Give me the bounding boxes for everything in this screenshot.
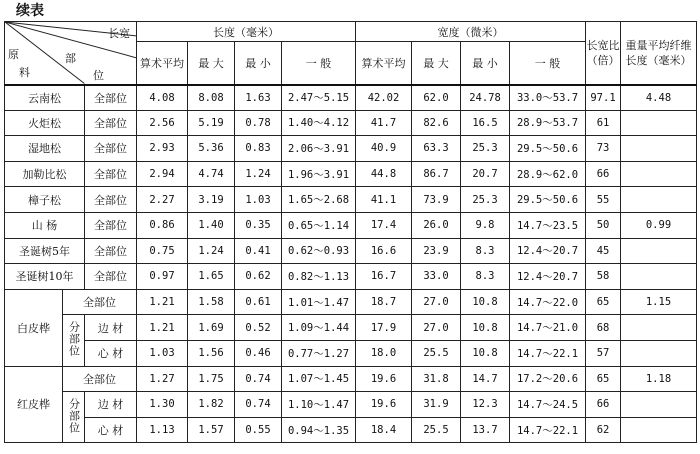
table-body: [5, 85, 697, 443]
table-cell: 1.63: [235, 85, 282, 111]
table-cell: 20.7: [461, 161, 510, 187]
table-cell: [621, 187, 697, 213]
table-cell: 2.93: [137, 136, 188, 162]
part-cell: 全部位: [85, 110, 137, 136]
table-cell: 18.7: [356, 289, 412, 315]
table-cell: 63.3: [412, 136, 461, 162]
table-row: [5, 212, 697, 238]
table-cell: 58: [586, 264, 621, 290]
table-cell: 10.8: [461, 289, 510, 315]
table-cell: 14.7～22.0: [510, 289, 586, 315]
table-cell: 1.13: [137, 417, 188, 443]
table-cell: 62.0: [412, 85, 461, 111]
table-row: [5, 161, 697, 187]
table-cell: 97.1: [586, 85, 621, 111]
table-cell: 31.8: [412, 366, 461, 392]
table-cell: 1.09～1.44: [282, 315, 356, 341]
part-cell: 心 材: [85, 340, 137, 366]
table-cell: [621, 315, 697, 341]
table-cell: 0.61: [235, 289, 282, 315]
table-cell: 16.7: [356, 264, 412, 290]
table-cell: 68: [586, 315, 621, 341]
col-width-mean: 算术平均: [356, 42, 412, 85]
col-length-mean: 算术平均: [137, 42, 188, 85]
table-cell: 2.27: [137, 187, 188, 213]
sub-part-label: [63, 315, 85, 366]
table-cell: 0.74: [235, 366, 282, 392]
table-cell: 10.8: [461, 340, 510, 366]
table-cell: 41.7: [356, 110, 412, 136]
table-cell: 8.08: [188, 85, 235, 111]
table-cell: 4.48: [621, 85, 697, 111]
ratio-header: 长宽比（倍）: [586, 22, 621, 85]
part-cell: 全部位: [85, 136, 137, 162]
table-row: [5, 264, 697, 290]
part-cell: 边 材: [85, 315, 137, 341]
table-cell: [621, 340, 697, 366]
table-cell: 73: [586, 136, 621, 162]
table-cell: 4.74: [188, 161, 235, 187]
table-cell: 27.0: [412, 315, 461, 341]
table-cell: [621, 392, 697, 418]
table-cell: 16.5: [461, 110, 510, 136]
table-row: [5, 187, 697, 213]
table-cell: 44.8: [356, 161, 412, 187]
table-cell: 1.21: [137, 289, 188, 315]
width-group-header: 宽度（微米）: [356, 22, 586, 42]
part-cell: 全部位: [63, 289, 137, 315]
material-cell: 云南松: [5, 85, 85, 111]
table-cell: 2.56: [137, 110, 188, 136]
table-cell: 3.19: [188, 187, 235, 213]
table-cell: 33.0: [412, 264, 461, 290]
material-cell: 湿地松: [5, 136, 85, 162]
col-width-min: 最 小: [461, 42, 510, 85]
table-cell: 8.3: [461, 238, 510, 264]
table-cell: 0.62: [235, 264, 282, 290]
table-cell: 62: [586, 417, 621, 443]
table-cell: 65: [586, 289, 621, 315]
table-cell: 40.9: [356, 136, 412, 162]
table-cell: 1.24: [235, 161, 282, 187]
table-cell: 2.47～5.15: [282, 85, 356, 111]
table-cell: 1.30: [137, 392, 188, 418]
part-cell: 全部位: [85, 187, 137, 213]
sub-part-text: 分部位: [67, 397, 81, 434]
table-cell: 1.65: [188, 264, 235, 290]
table-cell: 1.56: [188, 340, 235, 366]
table-row: [5, 366, 697, 392]
table-cell: 0.78: [235, 110, 282, 136]
table-cell: 17.4: [356, 212, 412, 238]
table-row: [5, 340, 697, 366]
page-title: 续表: [16, 3, 44, 19]
table-cell: 73.9: [412, 187, 461, 213]
sub-part-text: 分部位: [67, 320, 81, 357]
material-cell: 红皮桦: [5, 366, 63, 443]
table-cell: 29.5～50.6: [510, 136, 586, 162]
table-cell: 13.7: [461, 417, 510, 443]
table-cell: 25.3: [461, 136, 510, 162]
table-cell: 1.03: [137, 340, 188, 366]
table-cell: 24.78: [461, 85, 510, 111]
table-cell: 25.5: [412, 340, 461, 366]
table-cell: 25.3: [461, 187, 510, 213]
table-cell: 0.62～0.93: [282, 238, 356, 264]
stub-label-length-width: 长宽: [108, 27, 131, 40]
material-cell: 加勒比松: [5, 161, 85, 187]
table-cell: 45: [586, 238, 621, 264]
table-cell: 66: [586, 392, 621, 418]
table-cell: 65: [586, 366, 621, 392]
length-group-header: 长度（毫米）: [137, 22, 356, 42]
table-cell: 12.4～20.7: [510, 238, 586, 264]
table-cell: 16.6: [356, 238, 412, 264]
table-row: [5, 238, 697, 264]
table-cell: 1.65～2.68: [282, 187, 356, 213]
table-cell: 26.0: [412, 212, 461, 238]
table-cell: 10.8: [461, 315, 510, 341]
table-cell: 0.52: [235, 315, 282, 341]
material-cell: 圣诞树10年: [5, 264, 85, 290]
table-cell: 1.07～1.45: [282, 366, 356, 392]
table-cell: 31.9: [412, 392, 461, 418]
part-cell: 全部位: [63, 366, 137, 392]
table-row: [5, 392, 697, 418]
table-cell: 0.46: [235, 340, 282, 366]
table-row: [5, 110, 697, 136]
table-cell: 27.0: [412, 289, 461, 315]
table-cell: 2.06～3.91: [282, 136, 356, 162]
table-cell: 1.82: [188, 392, 235, 418]
table-cell: [621, 264, 697, 290]
part-cell: 全部位: [85, 264, 137, 290]
table-cell: 14.7～22.1: [510, 417, 586, 443]
table-cell: [621, 110, 697, 136]
table-cell: 18.0: [356, 340, 412, 366]
table-cell: 1.10～1.47: [282, 392, 356, 418]
table-cell: 14.7～23.5: [510, 212, 586, 238]
table-row: [5, 85, 697, 111]
table-cell: 0.75: [137, 238, 188, 264]
table-cell: 2.94: [137, 161, 188, 187]
stub-label-position: 位: [93, 69, 104, 82]
table-cell: 1.75: [188, 366, 235, 392]
table-cell: 14.7～21.0: [510, 315, 586, 341]
table-row: [5, 315, 697, 341]
table-cell: 42.02: [356, 85, 412, 111]
table-cell: 33.0～53.7: [510, 85, 586, 111]
table-cell: 12.4～20.7: [510, 264, 586, 290]
table-cell: 0.97: [137, 264, 188, 290]
part-cell: 全部位: [85, 238, 137, 264]
table-cell: 0.35: [235, 212, 282, 238]
table-cell: 0.65～1.14: [282, 212, 356, 238]
material-cell: 白皮桦: [5, 289, 63, 366]
col-width-max: 最 大: [412, 42, 461, 85]
table-cell: 1.57: [188, 417, 235, 443]
table-cell: 50: [586, 212, 621, 238]
stub-label-raw: 原: [8, 48, 19, 61]
table-cell: [621, 238, 697, 264]
table-stub-header: [5, 22, 137, 85]
material-cell: 火炬松: [5, 110, 85, 136]
table-cell: 0.55: [235, 417, 282, 443]
table-cell: 5.36: [188, 136, 235, 162]
table-cell: 0.82～1.13: [282, 264, 356, 290]
table-cell: 1.18: [621, 366, 697, 392]
table-cell: 1.58: [188, 289, 235, 315]
table-cell: 1.15: [621, 289, 697, 315]
table-cell: 5.19: [188, 110, 235, 136]
material-cell: 圣诞树5年: [5, 238, 85, 264]
table-cell: 12.3: [461, 392, 510, 418]
col-length-general: 一 般: [282, 42, 356, 85]
table-cell: 82.6: [412, 110, 461, 136]
table-cell: 14.7～22.1: [510, 340, 586, 366]
fiber-dimension-table: [4, 21, 697, 443]
table-cell: 1.40～4.12: [282, 110, 356, 136]
stub-label-material: 料: [19, 66, 30, 79]
table-cell: 41.1: [356, 187, 412, 213]
table-cell: 1.03: [235, 187, 282, 213]
table-cell: 0.41: [235, 238, 282, 264]
table-cell: 66: [586, 161, 621, 187]
stub-label-part: 部: [65, 52, 76, 65]
table-cell: 23.9: [412, 238, 461, 264]
table-cell: 1.40: [188, 212, 235, 238]
table-cell: 25.5: [412, 417, 461, 443]
table-cell: [621, 161, 697, 187]
table-row: [5, 289, 697, 315]
table-cell: 1.01～1.47: [282, 289, 356, 315]
part-cell: 全部位: [85, 212, 137, 238]
table-cell: 1.21: [137, 315, 188, 341]
table-cell: 17.9: [356, 315, 412, 341]
part-cell: 全部位: [85, 161, 137, 187]
col-length-max: 最 大: [188, 42, 235, 85]
table-cell: 14.7: [461, 366, 510, 392]
table-cell: 57: [586, 340, 621, 366]
table-cell: 0.94～1.35: [282, 417, 356, 443]
table-cell: 8.3: [461, 264, 510, 290]
table-cell: 19.6: [356, 392, 412, 418]
table-cell: 0.99: [621, 212, 697, 238]
table-cell: 1.27: [137, 366, 188, 392]
table-cell: 1.69: [188, 315, 235, 341]
col-width-general: 一 般: [510, 42, 586, 85]
table-cell: 0.83: [235, 136, 282, 162]
table-cell: [621, 136, 697, 162]
col-length-min: 最 小: [235, 42, 282, 85]
table-cell: 19.6: [356, 366, 412, 392]
table-row: [5, 417, 697, 443]
table-cell: 55: [586, 187, 621, 213]
table-cell: 14.7～24.5: [510, 392, 586, 418]
table-cell: 1.24: [188, 238, 235, 264]
part-cell: 边 材: [85, 392, 137, 418]
sub-part-label: [63, 392, 85, 443]
table-cell: 9.8: [461, 212, 510, 238]
table-cell: 4.08: [137, 85, 188, 111]
table-cell: 17.2～20.6: [510, 366, 586, 392]
table-row: [5, 136, 697, 162]
weighted-length-header: 重量平均纤维长度（毫米）: [621, 22, 697, 85]
table-cell: 29.5～50.6: [510, 187, 586, 213]
table-cell: 61: [586, 110, 621, 136]
part-cell: 心 材: [85, 417, 137, 443]
material-cell: 山 杨: [5, 212, 85, 238]
table-cell: 0.74: [235, 392, 282, 418]
table-cell: 86.7: [412, 161, 461, 187]
table-cell: [621, 417, 697, 443]
table-cell: 1.96～3.91: [282, 161, 356, 187]
table-cell: 0.77～1.27: [282, 340, 356, 366]
table-cell: 0.86: [137, 212, 188, 238]
table-cell: 18.4: [356, 417, 412, 443]
part-cell: 全部位: [85, 85, 137, 111]
table-cell: 28.9～53.7: [510, 110, 586, 136]
material-cell: 樟子松: [5, 187, 85, 213]
table-cell: 28.9～62.0: [510, 161, 586, 187]
